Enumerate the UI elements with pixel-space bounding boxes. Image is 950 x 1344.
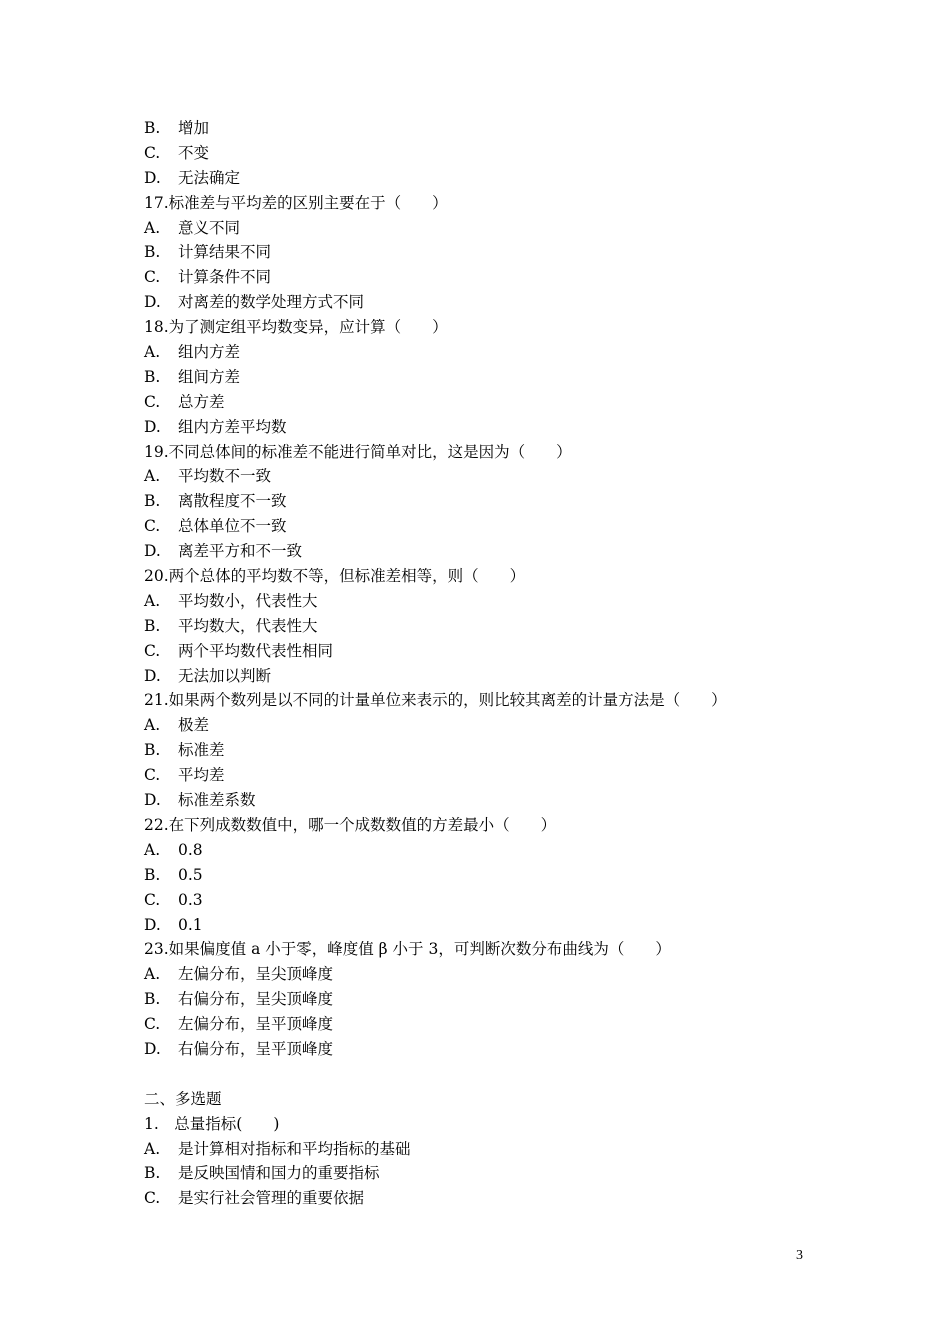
option-letter: C. — [144, 890, 161, 909]
option-text: 平均差 — [178, 766, 225, 785]
question-stem: 23.如果偏度值 a 小于零，峰度值 β 小于 3，可判断次数分布曲线为（ ） — [144, 940, 671, 959]
option-text: 计算结果不同 — [178, 243, 272, 262]
option-text: 平均数小，代表性大 — [178, 591, 318, 610]
option-text: 平均数不一致 — [178, 467, 272, 486]
option-letter: C. — [144, 517, 161, 536]
option-letter: B. — [144, 119, 161, 137]
option-letter: A. — [144, 467, 161, 486]
option-text: 是实行社会管理的重要依据 — [178, 1189, 365, 1208]
option-text: 增加 — [178, 119, 210, 137]
option-text: 右偏分布，呈平顶峰度 — [178, 1039, 334, 1058]
question-stem: 1. 总量指标( ) — [144, 1114, 280, 1133]
option-line — [144, 290, 824, 315]
option-letter: C. — [144, 143, 161, 162]
option-letter: A. — [144, 343, 161, 362]
option-letter: C. — [144, 392, 161, 411]
option-line — [144, 987, 824, 1012]
page-content — [144, 116, 824, 1211]
option-text: 计算条件不同 — [178, 268, 272, 287]
option-text: 平均数大，代表性大 — [178, 616, 318, 635]
option-text: 左偏分布，呈尖顶峰度 — [178, 965, 334, 984]
option-letter: B. — [144, 367, 161, 386]
option-line — [144, 539, 824, 564]
option-line — [144, 1161, 824, 1186]
option-text: 对离差的数学处理方式不同 — [178, 293, 365, 312]
option-line — [144, 340, 824, 365]
option-line — [144, 838, 824, 863]
option-text: 组内方差 — [178, 343, 241, 362]
option-letter: D. — [144, 915, 161, 934]
option-letter: A. — [144, 591, 161, 610]
option-letter: B. — [144, 616, 161, 635]
option-text: 意义不同 — [178, 218, 241, 237]
section-gap — [144, 1062, 824, 1087]
option-line — [144, 489, 824, 514]
option-letter: D. — [144, 1039, 161, 1058]
option-letter: B. — [144, 243, 161, 262]
option-letter: B. — [144, 990, 161, 1009]
question-stem: 20.两个总体的平均数不等，但标准差相等，则（ ） — [144, 567, 526, 586]
question-stem: 18.为了测定组平均数变异，应计算（ ） — [144, 318, 448, 337]
option-letter: A. — [144, 965, 161, 984]
option-line — [144, 141, 824, 166]
option-text: 不变 — [178, 143, 210, 162]
option-text: 是反映国情和国力的重要指标 — [178, 1164, 380, 1183]
page-number: 3 — [796, 1248, 803, 1263]
option-line — [144, 788, 824, 813]
option-line — [144, 738, 824, 763]
option-letter: A. — [144, 840, 161, 859]
option-letter: C. — [144, 766, 161, 785]
option-text: 组间方差 — [178, 367, 241, 386]
option-letter: C. — [144, 268, 161, 287]
option-text: 右偏分布，呈尖顶峰度 — [178, 990, 334, 1009]
option-line — [144, 1037, 824, 1062]
option-text: 0.1 — [178, 915, 203, 934]
option-line — [144, 664, 824, 689]
option-letter: B. — [144, 1164, 161, 1183]
option-line — [144, 1137, 824, 1162]
option-line — [144, 1012, 824, 1037]
option-line — [144, 166, 824, 191]
option-letter: D. — [144, 542, 161, 561]
option-letter: A. — [144, 1139, 161, 1158]
option-line — [144, 464, 824, 489]
option-letter: D. — [144, 666, 161, 685]
option-text: 标准差 — [178, 741, 225, 760]
option-line — [144, 365, 824, 390]
option-letter: C. — [144, 641, 161, 660]
option-text: 极差 — [178, 716, 210, 735]
option-letter: D. — [144, 417, 161, 436]
option-letter: D. — [144, 791, 161, 810]
option-line — [144, 614, 824, 639]
option-text: 组内方差平均数 — [178, 417, 287, 436]
option-line — [144, 913, 824, 938]
option-line — [144, 888, 824, 913]
option-text: 0.5 — [178, 865, 203, 884]
option-text: 总方差 — [178, 392, 225, 411]
option-line — [144, 514, 824, 539]
option-text: 左偏分布，呈平顶峰度 — [178, 1015, 334, 1034]
section-title: 二、多选题 — [144, 1089, 222, 1108]
option-text: 无法加以判断 — [178, 666, 272, 685]
option-text: 是计算相对指标和平均指标的基础 — [178, 1139, 411, 1158]
option-line — [144, 713, 824, 738]
option-letter: A. — [144, 716, 161, 735]
option-letter: D. — [144, 168, 161, 187]
option-line — [144, 1186, 824, 1211]
option-line — [144, 639, 824, 664]
option-letter: B. — [144, 865, 161, 884]
option-line — [144, 763, 824, 788]
option-text: 0.8 — [178, 840, 203, 859]
option-line — [144, 240, 824, 265]
option-line — [144, 415, 824, 440]
option-text: 标准差系数 — [178, 791, 256, 810]
option-line — [144, 390, 824, 415]
option-letter: C. — [144, 1015, 161, 1034]
option-letter: B. — [144, 492, 161, 511]
question-stem: 22.在下列成数数值中，哪一个成数数值的方差最小（ ） — [144, 815, 557, 834]
option-letter: C. — [144, 1189, 161, 1208]
question-stem: 17.标准差与平均差的区别主要在于（ ） — [144, 193, 448, 212]
option-letter: A. — [144, 218, 161, 237]
option-line — [144, 589, 824, 614]
option-text: 无法确定 — [178, 168, 241, 187]
question-stem: 19.不同总体间的标准差不能进行简单对比，这是因为（ ） — [144, 442, 572, 461]
option-line — [144, 116, 824, 141]
option-line — [144, 216, 824, 241]
option-line — [144, 265, 824, 290]
option-line — [144, 962, 824, 987]
option-letter: D. — [144, 293, 161, 312]
option-line — [144, 863, 824, 888]
option-text: 总体单位不一致 — [178, 517, 287, 536]
option-text: 离差平方和不一致 — [178, 542, 303, 561]
option-text: 离散程度不一致 — [178, 492, 287, 511]
question-stem: 21.如果两个数列是以不同的计量单位来表示的，则比较其离差的计量方法是（ ） — [144, 691, 727, 710]
option-letter: B. — [144, 741, 161, 760]
option-text: 0.3 — [178, 890, 203, 909]
option-text: 两个平均数代表性相同 — [178, 641, 334, 660]
